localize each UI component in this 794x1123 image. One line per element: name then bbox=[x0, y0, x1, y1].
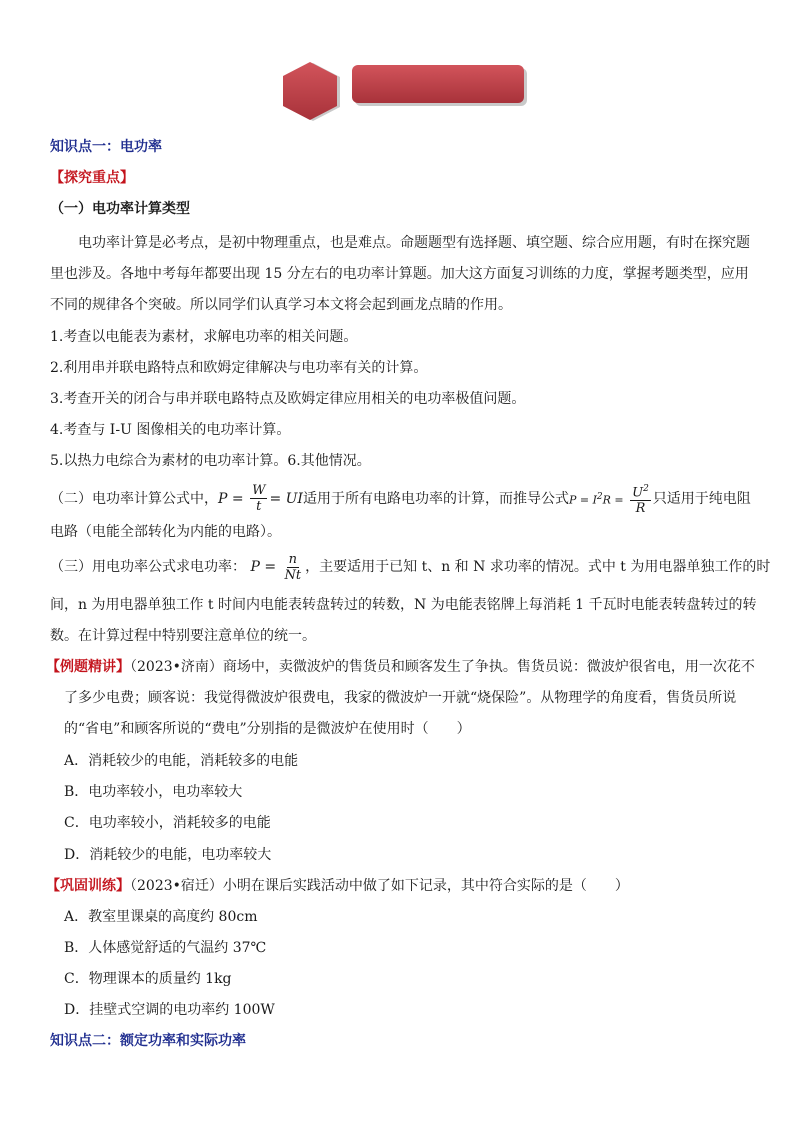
knowledge-point-2-heading: 知识点二：额定功率和实际功率 bbox=[50, 1033, 246, 1049]
example-tag: 【例题精讲】 bbox=[46, 659, 130, 675]
practice-line-1 bbox=[46, 876, 746, 896]
example-line-1 bbox=[46, 657, 755, 677]
formula-u2 bbox=[630, 482, 651, 501]
example-text-1: （2023•济南）商场中，卖微波炉的售货员和顾客发生了争执。售货员说：微波炉很省电，用一次花不 bbox=[130, 659, 755, 675]
intro-line-2: 里也涉及。各地中考每年都要出现 15 分左右的电功率计算题。加大这方面复习训练的力度，掌握考题类型，应用 bbox=[50, 266, 749, 282]
formula-ui: = UI bbox=[269, 490, 303, 507]
formula-w: W bbox=[252, 483, 266, 499]
formula-u-squared: 2 bbox=[643, 483, 649, 494]
intro-line-1: 电功率计算是必考点，是初中物理重点，也是难点。命题题型有选择题、填空题、综合应用题，有时在探究题 bbox=[78, 235, 750, 251]
meter-line-1 bbox=[50, 551, 771, 585]
meter-line-2: 间，n 为用电器单独工作 t 时间内电能表转盘转过的转数，N 为电能表铭牌上每消耗 1 千瓦时电能表转盘转过的转 bbox=[50, 597, 757, 613]
type-item-3: 3.考查开关的闭合与串并联电路特点及欧姆定律应用相关的电功率极值问题。 bbox=[50, 391, 526, 407]
formula-equals: = bbox=[231, 490, 244, 507]
subheading-calc-types: （一）电功率计算类型 bbox=[50, 201, 190, 217]
knowledge-point-1-heading: 知识点一：电功率 bbox=[50, 139, 162, 155]
formula-w-over-t bbox=[250, 483, 267, 514]
formula-mid: 适用于所有电路电功率的计算，而推导公式 bbox=[302, 490, 569, 507]
practice-tag: 【巩固训练】 bbox=[46, 878, 130, 894]
meter-equals: = bbox=[264, 559, 277, 575]
meter-nt: Nt bbox=[284, 567, 302, 583]
formula-u: U bbox=[632, 485, 644, 500]
example-option-d: D．消耗较少的电能，电功率较大 bbox=[64, 847, 272, 863]
formula-line-2: 电路（电能全部转化为内能的电路）。 bbox=[50, 524, 281, 540]
explore-focus-tag: 【探究重点】 bbox=[50, 170, 134, 186]
formula-u2-over-r bbox=[630, 482, 651, 516]
formula-line-1 bbox=[50, 481, 750, 515]
example-line-2: 了多少电费；顾客说：我觉得微波炉很费电，我家的微波炉一开就“烧保险”。从物理学的角度看，售货员所说 bbox=[64, 690, 737, 706]
formula-p-eq-i: P = I bbox=[568, 493, 597, 507]
formula-i2r bbox=[569, 481, 624, 517]
intro-line-3: 不同的规律各个突破。所以同学们认真学习本文将会起到画龙点睛的作用。 bbox=[50, 297, 512, 313]
example-line-3: 的“省电”和顾客所说的“费电”分别指的是微波炉在使用时（ ） bbox=[64, 721, 471, 737]
formula-p-symbol: P bbox=[218, 490, 228, 507]
meter-line-3: 数。在计算过程中特别要注意单位的统一。 bbox=[50, 628, 316, 644]
type-item-4: 4.考查与 I-U 图像相关的电功率计算。 bbox=[50, 422, 291, 438]
formula-r: R bbox=[635, 501, 646, 516]
section-number: 03 bbox=[575, 138, 606, 164]
meter-p-symbol: P bbox=[250, 559, 260, 575]
type-item-5: 5.以热力电综合为素材的电功率计算。6.其他情况。 bbox=[50, 453, 371, 469]
practice-option-a: A．教室里课桌的高度约 80cm bbox=[64, 909, 258, 925]
practice-option-c: C．物理课本的质量约 1kg bbox=[64, 971, 232, 987]
badge-shape bbox=[279, 60, 531, 122]
meter-tail: ，主要适用于已知 t、n 和 N 求功率的情况。式中 t 为用电器单独工作的时 bbox=[305, 559, 771, 575]
practice-text-1: （2023•宿迁）小明在课后实践活动中做了如下记录，其中符合实际的是（ ） bbox=[130, 878, 629, 894]
formula-lead: （二）电功率计算公式中， bbox=[50, 490, 218, 507]
meter-n: n bbox=[288, 551, 297, 567]
practice-option-b: B．人体感觉舒适的气温约 37℃ bbox=[64, 940, 267, 956]
type-item-2: 2.利用串并联电路特点和欧姆定律解决与电功率有关的计算。 bbox=[50, 360, 428, 376]
practice-option-d: D．挂壁式空调的电功率约 100W bbox=[64, 1002, 275, 1018]
example-option-c: C．电功率较小，消耗较多的电能 bbox=[64, 815, 271, 831]
type-item-1: 1.考查以电能表为素材，求解电功率的相关问题。 bbox=[50, 329, 358, 345]
formula-t: t bbox=[256, 499, 262, 515]
section-title: 探究提升 bbox=[678, 135, 759, 157]
section-badge bbox=[279, 60, 759, 164]
formula-tail: 只适用于纯电阻 bbox=[652, 490, 751, 507]
meter-n-over-nt bbox=[283, 552, 304, 583]
example-option-a: A．消耗较少的电能，消耗较多的电能 bbox=[64, 753, 299, 769]
formula-r-eq: R = bbox=[602, 493, 624, 507]
formula-i-squared: 2 bbox=[596, 492, 603, 502]
example-option-b: B．电功率较小，电功率较大 bbox=[64, 784, 243, 800]
meter-lead: （三）用电功率公式求电功率： bbox=[50, 559, 246, 575]
